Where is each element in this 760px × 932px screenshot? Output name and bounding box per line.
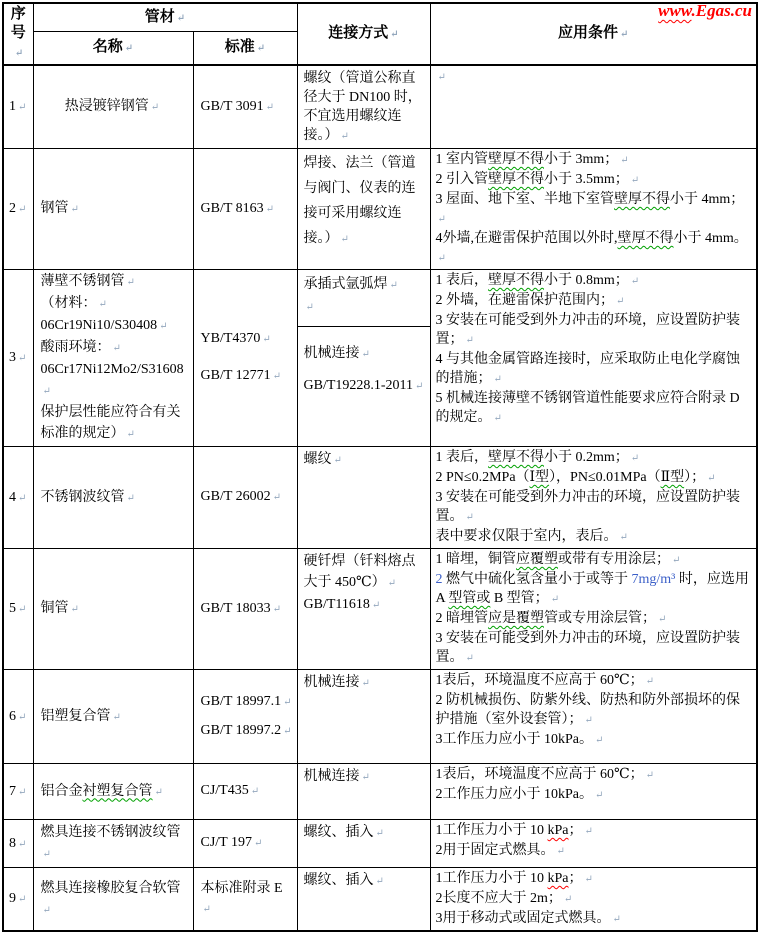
text-line: 1表后，环境温度不应高于 60℃； ↵ (436, 765, 752, 785)
connection-cell (297, 270, 430, 447)
text-line: 06Cr17Ni12Mo2/S31608 ↵ (41, 359, 189, 402)
name-cell (33, 270, 193, 447)
text-line: 焊接、法兰（管道与阀门、仪表的连接可采用螺纹连接。） ↵ (304, 151, 424, 252)
condition-cell (430, 820, 757, 868)
connection-wrap (298, 549, 430, 618)
text-line: 铜管 ↵ (41, 598, 189, 620)
text-segment: B 型管； (490, 591, 549, 606)
text-segment: 2 暗埋管 (435, 611, 488, 626)
text-segment: 2 PN≤0.2MPa（ (435, 470, 530, 485)
header-row-1 (3, 3, 757, 32)
name-cell (33, 764, 193, 820)
text-segment: 1工作压力小于 10 (435, 823, 548, 838)
text-segment: ），PN≤0.01MPa（ (549, 470, 661, 485)
connection-block (298, 764, 430, 790)
connection-block (298, 149, 430, 254)
text-segment: ）； (684, 470, 706, 485)
header-connection (297, 3, 430, 65)
text-segment: 应覆塑 (516, 552, 558, 567)
serial-cell (3, 670, 33, 764)
text-line: 2工作压力应小于 10kPa。 ↵ (436, 785, 752, 805)
text-line: 机械连接 ↵ (304, 343, 424, 365)
text-line (436, 170, 752, 190)
table-body (3, 65, 757, 931)
text-line (436, 67, 752, 87)
text-line: 7 ↵ (9, 784, 29, 800)
serial-cell (3, 549, 33, 670)
text-segment: 壁厚不得 (617, 231, 674, 246)
header-serial (3, 3, 33, 65)
serial-cell (3, 764, 33, 820)
connection-wrap (298, 670, 430, 696)
text-line: 2长度不应大于 2m； ↵ (436, 889, 752, 909)
text-segment: 壁厚不得 (488, 450, 544, 465)
table-row (3, 549, 757, 670)
text-line: 硬钎焊（钎料熔点大于 450℃） ↵ (304, 551, 424, 594)
standard-cell (193, 868, 297, 932)
text-line (436, 609, 752, 629)
condition-cell (430, 270, 757, 447)
table-row (3, 868, 757, 932)
text-segment: 小于 0.2mm； (544, 450, 629, 465)
text-line (436, 150, 752, 170)
text-line (436, 271, 752, 291)
text-line: 保护层性能应符合有关标准的规定） ↵ (41, 402, 189, 445)
text-line: 机械连接 ↵ (304, 766, 424, 788)
connection-block (298, 326, 430, 413)
name-cell (33, 447, 193, 549)
text-line (436, 821, 752, 841)
condition-cell (430, 549, 757, 670)
condition-cell (430, 764, 757, 820)
text-line (436, 190, 752, 229)
text-line (304, 296, 424, 318)
text-segment: 1 室内管 (435, 152, 488, 167)
text-line: 酸雨环境： ↵ (41, 337, 189, 359)
table-header (3, 3, 757, 65)
text-segment: 管或专用涂层管； (544, 611, 656, 626)
text-segment: 壁厚不得 (488, 273, 544, 288)
text-line: 1 ↵ (9, 99, 29, 115)
text-segment: 壁厚不得 (488, 172, 544, 187)
text-line: 螺纹、插入 ↵ (304, 870, 424, 892)
header-name-label: 名称 ↵ (38, 38, 189, 58)
text-segment: 衬塑复合管 (82, 783, 153, 799)
text-line: 不锈钢波纹管 ↵ (41, 487, 189, 509)
serial-cell (3, 447, 33, 549)
watermark-text: .Egas.cu (691, 1, 752, 20)
text-line: 1表后，环境温度不应高于 60℃； ↵ (436, 671, 752, 691)
connection-block (298, 447, 430, 473)
text-line: 3 安装在可能受到外力冲击的环境，应设置防护装置。 ↵ (436, 629, 752, 668)
text-segment: kPa (547, 871, 569, 886)
connection-wrap (298, 820, 430, 846)
text-segment: kPa (547, 823, 569, 838)
standard-cell (193, 820, 297, 868)
header-standard (193, 32, 297, 65)
text-line: 2用于固定式燃具。 ↵ (436, 841, 752, 861)
connection-wrap (298, 868, 430, 894)
connection-wrap (298, 447, 430, 473)
text-line (436, 448, 752, 468)
connection-wrap (298, 764, 430, 790)
text-line: 9 ↵ (9, 891, 29, 907)
text-segment: 4外墙,在避雷保护范围以外时, (435, 231, 618, 246)
text-segment: 小于 3.5mm； (544, 172, 629, 187)
text-line: GB/T 18997.2 ↵ (201, 721, 293, 742)
text-segment: 型管或 (448, 591, 491, 606)
text-line: 螺纹（管道公称直径大于 DN100 时，不宜选用螺纹连接。） ↵ (304, 69, 424, 146)
text-segment: Ⅰ型 (529, 470, 550, 485)
text-segment: 2 (435, 572, 443, 587)
standard-cell (193, 447, 297, 549)
text-line: GB/T 3091 ↵ (201, 97, 293, 118)
header-standard-label: 标准 ↵ (198, 38, 293, 58)
text-segment: Ⅱ型 (660, 470, 685, 485)
text-segment: 1工作压力小于 10 (435, 871, 548, 886)
name-cell (33, 868, 193, 932)
text-line: GB/T 8163 ↵ (201, 199, 293, 220)
text-line: 3 安装在可能受到外力冲击的环境，应设置防护装置； ↵ (436, 311, 752, 350)
header-conditions-label: 应用条件 ↵ (435, 24, 753, 44)
name-cell (33, 149, 193, 270)
text-segment: 小于 4mm； (670, 192, 745, 207)
standard-cell (193, 270, 297, 447)
text-line: 8 ↵ (9, 836, 29, 852)
pipe-material-table (2, 2, 758, 932)
table-row (3, 764, 757, 820)
text-segment: 小于 0.8mm； (544, 273, 629, 288)
standard-cell (193, 764, 297, 820)
table-row (3, 149, 757, 270)
connection-wrap (298, 149, 430, 254)
text-line: 本标准附录 E ↵ (201, 879, 293, 920)
text-line: 燃具连接不锈钢波纹管 ↵ (41, 822, 189, 865)
text-line: 4 ↵ (9, 490, 29, 506)
text-line: 2 ↵ (9, 201, 29, 217)
connection-block (298, 820, 430, 846)
text-line: 6 ↵ (9, 709, 29, 725)
condition-cell (430, 868, 757, 932)
text-line: CJ/T 197 ↵ (201, 833, 293, 854)
header-connection-label: 连接方式 ↵ (302, 24, 426, 44)
text-line: 2 防机械损伤、防紫外线、防热和防外部损坏的保护措施（室外设套管）； ↵ (436, 691, 752, 730)
text-line: 铝塑复合管 ↵ (41, 706, 189, 728)
text-line: 螺纹、插入 ↵ (304, 822, 424, 844)
text-segment: 小于 3mm； (544, 152, 619, 167)
text-line (436, 468, 752, 488)
connection-cell (297, 447, 430, 549)
text-line (436, 550, 752, 570)
text-line (436, 869, 752, 889)
connection-cell (297, 670, 430, 764)
text-segment: ； (568, 871, 583, 886)
text-line (41, 781, 189, 803)
connection-cell (297, 820, 430, 868)
text-segment: 1 表后， (435, 450, 488, 465)
text-line: 3 ↵ (9, 350, 29, 366)
connection-cell (297, 149, 430, 270)
text-line: 钢管 ↵ (41, 198, 189, 220)
text-segment: 3 屋面、地下室、半地下室管 (435, 192, 614, 207)
text-segment: 2 引入管 (435, 172, 488, 187)
standard-cell (193, 65, 297, 149)
condition-cell (430, 447, 757, 549)
text-line (436, 229, 752, 268)
text-line: 3用于移动式或固定式燃具。 ↵ (436, 909, 752, 929)
text-segment: 壁厚不得 (614, 192, 670, 207)
text-segment: 小于 4mm。 (673, 231, 748, 246)
text-line: 3 安装在可能受到外力冲击的环境，应设置防护装置。 ↵ (436, 488, 752, 527)
name-cell (33, 670, 193, 764)
text-line: 承插式氩弧焊 ↵ (304, 274, 424, 296)
table-row (3, 447, 757, 549)
watermark-text: www (658, 1, 692, 20)
header-name (33, 32, 193, 65)
text-segment: 7mg/m³ (631, 572, 676, 587)
text-segment: 燃气中硫化氢含量小于或等于 (442, 572, 632, 587)
text-line: GB/T 18033 ↵ (201, 599, 293, 620)
header-pipe-material-label: 管材 ↵ (38, 8, 293, 28)
text-line (436, 570, 752, 609)
serial-cell (3, 868, 33, 932)
condition-cell (430, 149, 757, 270)
condition-cell (430, 670, 757, 764)
text-segment: ； (568, 823, 583, 838)
text-line: GB/T 12771 ↵ (201, 366, 293, 387)
name-cell (33, 549, 193, 670)
text-line: 3工作压力应小于 10kPa。 ↵ (436, 730, 752, 750)
serial-cell (3, 149, 33, 270)
header-serial-label: 序号 ↵ (8, 5, 29, 63)
text-line: GB/T 26002 ↵ (201, 487, 293, 508)
text-line: 5 ↵ (9, 601, 29, 617)
text-segment: 1 暗埋，铜管 (435, 552, 516, 567)
table-row (3, 670, 757, 764)
standard-cell (193, 549, 297, 670)
text-line: （材料： ↵ (41, 293, 189, 315)
connection-cell (297, 65, 430, 149)
text-line: 机械连接 ↵ (304, 672, 424, 694)
name-cell (33, 820, 193, 868)
text-line: 表中要求仅限于室内，表后。 ↵ (436, 527, 752, 547)
standard-cell (193, 670, 297, 764)
text-line: 燃具连接橡胶复合软管 ↵ (41, 878, 189, 921)
header-pipe-material (33, 3, 297, 32)
name-cell (33, 65, 193, 149)
connection-block (298, 66, 430, 148)
text-line: CJ/T435 ↵ (201, 781, 293, 802)
connection-cell (297, 764, 430, 820)
watermark (658, 1, 752, 20)
text-line: 螺纹 ↵ (304, 449, 424, 471)
connection-cell (297, 549, 430, 670)
standard-cell (193, 149, 297, 270)
table-row (3, 820, 757, 868)
connection-wrap (298, 66, 430, 148)
condition-cell (430, 65, 757, 149)
text-segment: 壁厚不得 (488, 152, 544, 167)
text-line: 06Cr19Ni10/S30408 ↵ (41, 315, 189, 337)
text-line: GB/T19228.1-2011 ↵ (304, 375, 424, 397)
connection-block (298, 270, 430, 326)
text-segment: 铝合金 (40, 783, 83, 799)
text-segment: 时，应选用 A (435, 572, 749, 606)
text-line: 热浸镀锌钢管 ↵ (36, 96, 189, 118)
text-line: GB/T 18997.1 ↵ (201, 692, 293, 713)
text-line: 4 与其他金属管路连接时，应采取防止电化学腐蚀的措施； ↵ (436, 350, 752, 389)
connection-block (298, 670, 430, 696)
connection-wrap (298, 270, 430, 413)
connection-cell (297, 868, 430, 932)
table-row (3, 65, 757, 149)
connection-block (298, 868, 430, 894)
serial-cell (3, 65, 33, 149)
text-line: 薄壁不锈钢管 ↵ (41, 271, 189, 293)
text-segment: 应是覆塑 (488, 611, 544, 626)
text-segment: 1 表后， (435, 273, 488, 288)
connection-block (298, 549, 430, 618)
serial-cell (3, 270, 33, 447)
text-line: YB/T4370 ↵ (201, 329, 293, 350)
table-row (3, 270, 757, 447)
text-line: GB/T11618 ↵ (304, 594, 424, 616)
text-line: 5 机械连接薄壁不锈钢管道性能要求应符合附录 D 的规定。 ↵ (436, 389, 752, 428)
text-segment: 或带有专用涂层； (558, 552, 670, 567)
text-line: 2 外墙，在避雷保护范围内； ↵ (436, 291, 752, 311)
serial-cell (3, 820, 33, 868)
